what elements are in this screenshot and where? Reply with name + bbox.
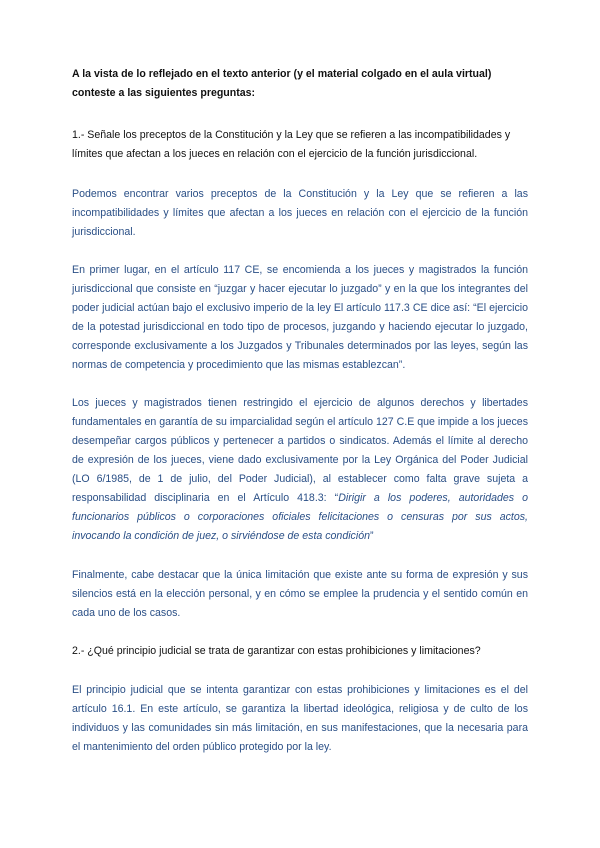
answer-1-paragraph-2: En primer lugar, en el artículo 117 CE, se encomienda a los jueces y magistrados la función jurisdiccional que consiste en “juzgar y hacer ejecutar lo juzgado” y en la que los integrantes del poder judicial actúan bajo el exclusivo imperio de la ley El artículo 117.3 CE dice así: “El ejercicio de la potestad jurisdiccional en todo tipo de procesos, juzgando y haciendo ejecutar lo juzgado, corresponde exclusivamente a los Juzgados y Tribunales determinados por las leyes, según las normas de competencia y procedimiento que las mismas establezcan”. xyxy=(72,264,528,371)
answer-1-paragraph-3 xyxy=(72,394,528,546)
closing-quote: ” xyxy=(370,530,374,542)
answer-1-paragraph-1: Podemos encontrar varios preceptos de la Constitución y la Ley que se refieren a las incompatibilidades y límites que afectan a los jueces en relación con el ejercicio de la función jurisdiccional. xyxy=(72,188,528,238)
answer-1-paragraph-4: Finalmente, cabe destacar que la única limitación que existe ante su forma de expresión y sus silencios está en la elección personal, y en cómo se emplee la prudencia y el sentido común en cada uno de los casos. xyxy=(72,569,528,619)
heading-line-2: conteste a las siguientes preguntas: xyxy=(72,87,256,99)
answer-1-paragraph-3-text: Los jueces y magistrados tienen restringido el ejercicio de algunos derechos y libertades fundamentales en garantía de su imparcialidad según el artículo 127 C.E que impide a los jueces desempeñar cargos públicos y pertenecer a partidos o sindicatos. Además el límite al derecho de expresión de los jueces, viene dado exclusivamente por la Ley Orgánica del Poder Judicial (LO 6/1985, de 1 de julio, del Poder Judicial), al establecer como falta grave sujeta a responsabilidad disciplinaria en el Artículo 418.3: “ xyxy=(72,397,528,504)
question-1: 1.- Señale los preceptos de la Constitución y la Ley que se refieren a las incompatibilidades y límites que afectan a los jueces en relación con el ejercicio de la función jurisdiccional. xyxy=(72,129,511,160)
question-2: 2.- ¿Qué principio judicial se trata de garantizar con estas prohibiciones y limitaciones? xyxy=(72,645,481,657)
quoted-article-text: Dirigir a los poderes, autoridades o funcionarios públicos o corporaciones oficiales felicitaciones o censuras por sus actos, invocando la condición de juez, o sirviéndose de esta condición xyxy=(72,492,528,542)
document-heading xyxy=(72,65,528,103)
answer-2-paragraph: El principio judicial que se intenta garantizar con estas prohibiciones y limitaciones es el del artículo 16.1. En este artículo, se garantiza la libertad ideológica, religiosa y de culto de los individuos y las comunidades sin más limitación, en sus manifestaciones, que la necesaria para el mantenimiento del orden público protegido por la ley. xyxy=(72,684,528,753)
heading-line-1: A la vista de lo reflejado en el texto anterior (y el material colgado en el aula virtual) xyxy=(72,68,492,80)
